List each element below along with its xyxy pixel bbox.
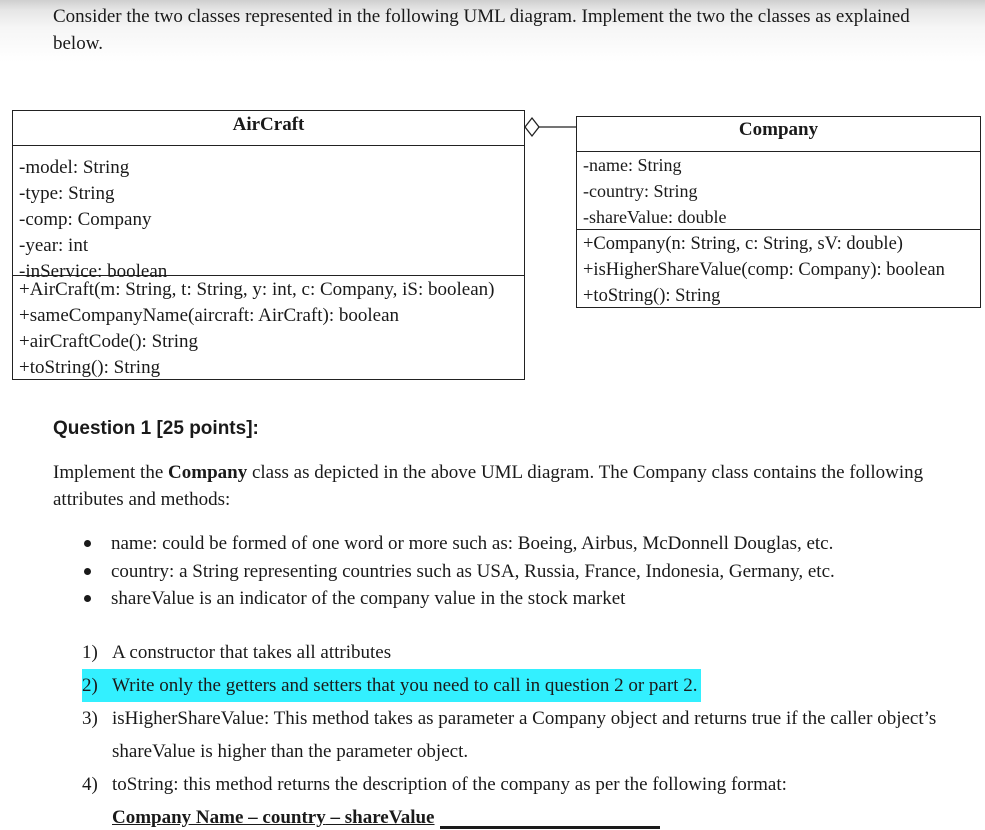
uml-class-company-attributes (577, 152, 980, 230)
bullet-item: name: could be formed of one word or more such as: Boeing, Airbus, McDonnell Douglas, etc. (82, 530, 835, 558)
bullet-dot-icon (84, 540, 91, 547)
para-text-after: class as depicted in the above UML diagram. The Company class contains the following attributes and methods: (53, 462, 924, 510)
question-paragraph (53, 459, 933, 513)
bullet-dot-icon (84, 595, 91, 602)
uml-method: +Company(n: String, c: String, sV: double) (583, 234, 903, 254)
uml-attribute: -year: int (19, 235, 89, 256)
format-part-sharevalue: – shareValue (325, 807, 435, 828)
uml-attribute: -type: String (19, 183, 115, 204)
numbered-item-highlighted: 2) Write only the getters and setters that you need to call in question 2 or part 2. (82, 669, 701, 702)
uml-class-company-title: Company (577, 117, 980, 152)
bullet-item: country: a String representing countries such as USA, Russia, France, Indonesia, Germany, etc. (82, 558, 835, 586)
uml-method: +AirCraft(m: String, t: String, y: int, c: Company, iS: boolean) (19, 279, 495, 300)
bullet-item: shareValue is an indicator of the company value in the stock market (82, 585, 835, 613)
uml-class-company (576, 116, 981, 308)
bottom-rule (440, 826, 660, 829)
format-part-name-country: Company Name – country (112, 807, 326, 828)
uml-method: +sameCompanyName(aircraft: AirCraft): boolean (19, 305, 400, 326)
numbered-item: 1) A constructor that takes all attributes (82, 642, 392, 663)
intro-text: Consider the two classes represented in the following UML diagram. Implement the two the classes as explained below. (53, 6, 910, 54)
attribute-bullet-list (82, 530, 835, 613)
uml-class-aircraft-title: AirCraft (13, 111, 524, 146)
uml-class-aircraft-methods (13, 276, 524, 381)
para-bold-class-name: Company (168, 462, 248, 483)
uml-class-company-methods (577, 230, 980, 309)
tostring-format (112, 807, 435, 829)
uml-attribute: -inService: boolean (19, 261, 168, 282)
uml-method: +isHigherShareValue(comp: Company): boolean (583, 260, 945, 280)
uml-method: +airCraftCode(): String (19, 331, 199, 352)
uml-method: +toString(): String (583, 286, 721, 306)
aggregation-diamond-icon (524, 110, 580, 140)
bullet-dot-icon (84, 568, 91, 575)
uml-attribute: -comp: Company (19, 209, 152, 230)
uml-attribute: -model: String (19, 157, 130, 178)
question-heading: Question 1 [25 points]: (53, 418, 259, 439)
para-text-before: Implement the (53, 462, 169, 483)
uml-attribute: -shareValue: double (583, 207, 727, 227)
numbered-item: 4) toString: this method returns the description of the company as per the following format: (82, 774, 787, 795)
uml-method: +toString(): String (19, 357, 161, 378)
uml-class-aircraft-attributes (13, 146, 524, 282)
numbered-item: 3) isHigherShareValue: This method takes as parameter a Company object and returns true if the caller object’s shareValue is higher than the parameter object. (82, 708, 937, 762)
uml-attribute: -name: String (583, 155, 682, 175)
uml-class-aircraft (12, 110, 525, 380)
method-numbered-list (82, 636, 962, 801)
uml-attribute: -country: String (583, 181, 698, 201)
